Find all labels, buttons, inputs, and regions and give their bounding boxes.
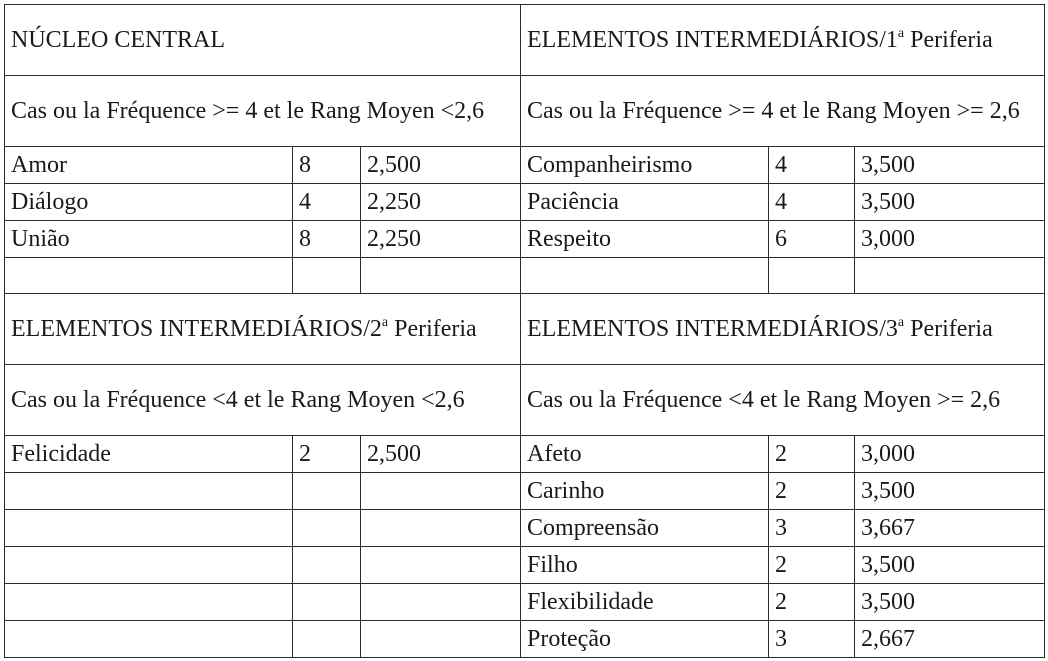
q2-term bbox=[521, 258, 769, 294]
q4-frequency: 2 bbox=[769, 436, 855, 473]
q4-frequency: 3 bbox=[769, 621, 855, 658]
q4-frequency: 2 bbox=[769, 473, 855, 510]
q1-rank: 2,250 bbox=[361, 184, 521, 221]
q4-term: Afeto bbox=[521, 436, 769, 473]
q1-rank: 2,250 bbox=[361, 221, 521, 258]
q2-frequency: 6 bbox=[769, 221, 855, 258]
table-row bbox=[5, 147, 1045, 184]
q2-rank bbox=[855, 258, 1045, 294]
q3-term bbox=[5, 584, 293, 621]
q4-rank: 2,667 bbox=[855, 621, 1045, 658]
q4-rank: 3,500 bbox=[855, 584, 1045, 621]
q1-term: União bbox=[5, 221, 293, 258]
q4-frequency: 3 bbox=[769, 510, 855, 547]
table-row bbox=[5, 584, 1045, 621]
q4-term: Compreensão bbox=[521, 510, 769, 547]
table-row bbox=[5, 258, 1045, 294]
q3-term bbox=[5, 473, 293, 510]
q2-rank: 3,500 bbox=[855, 147, 1045, 184]
q3-frequency: 2 bbox=[293, 436, 361, 473]
q1-frequency: 8 bbox=[293, 221, 361, 258]
q3-frequency bbox=[293, 547, 361, 584]
table-row bbox=[5, 436, 1045, 473]
q2-frequency: 4 bbox=[769, 184, 855, 221]
table-row bbox=[5, 184, 1045, 221]
q3-rank bbox=[361, 510, 521, 547]
q1-frequency bbox=[293, 258, 361, 294]
q3-frequency bbox=[293, 584, 361, 621]
q2-term: Paciência bbox=[521, 184, 769, 221]
q3-term: Felicidade bbox=[5, 436, 293, 473]
header-row-top bbox=[5, 5, 1045, 76]
q4-frequency: 2 bbox=[769, 547, 855, 584]
q3-rank bbox=[361, 621, 521, 658]
q4-term: Flexibilidade bbox=[521, 584, 769, 621]
q3-term bbox=[5, 621, 293, 658]
q1-frequency: 8 bbox=[293, 147, 361, 184]
q2-term: Companheirismo bbox=[521, 147, 769, 184]
table-row bbox=[5, 510, 1045, 547]
q1-criteria: Cas ou la Fréquence >= 4 et le Rang Moyen <2,6 bbox=[5, 76, 521, 147]
q3-rank bbox=[361, 547, 521, 584]
q3-term bbox=[5, 510, 293, 547]
q4-title: ELEMENTOS INTERMEDIÁRIOS/3$^a$ Periferia bbox=[521, 294, 1045, 365]
q4-rank: 3,500 bbox=[855, 473, 1045, 510]
table-row bbox=[5, 221, 1045, 258]
q1-rank: 2,500 bbox=[361, 147, 521, 184]
q3-frequency bbox=[293, 510, 361, 547]
q3-title: ELEMENTOS INTERMEDIÁRIOS/2$^a$ Periferia bbox=[5, 294, 521, 365]
q2-title: ELEMENTOS INTERMEDIÁRIOS/1$^a$ Periferia bbox=[521, 5, 1045, 76]
q1-term bbox=[5, 258, 293, 294]
criteria-row-top bbox=[5, 76, 1045, 147]
q4-rank: 3,500 bbox=[855, 547, 1045, 584]
q4-rank: 3,667 bbox=[855, 510, 1045, 547]
q4-term: Filho bbox=[521, 547, 769, 584]
table-row bbox=[5, 473, 1045, 510]
q2-frequency: 4 bbox=[769, 147, 855, 184]
table-row bbox=[5, 547, 1045, 584]
q3-frequency bbox=[293, 473, 361, 510]
q2-frequency bbox=[769, 258, 855, 294]
q3-term bbox=[5, 547, 293, 584]
q2-rank: 3,000 bbox=[855, 221, 1045, 258]
q1-term: Diálogo bbox=[5, 184, 293, 221]
q2-rank: 3,500 bbox=[855, 184, 1045, 221]
q2-criteria: Cas ou la Fréquence >= 4 et le Rang Moyen >= 2,6 bbox=[521, 76, 1045, 147]
q3-rank: 2,500 bbox=[361, 436, 521, 473]
q1-title: NÚCLEO CENTRAL bbox=[5, 5, 521, 76]
q3-rank bbox=[361, 473, 521, 510]
q1-rank bbox=[361, 258, 521, 294]
q3-frequency bbox=[293, 621, 361, 658]
four-quadrant-table bbox=[4, 4, 1045, 658]
q4-rank: 3,000 bbox=[855, 436, 1045, 473]
table-row bbox=[5, 621, 1045, 658]
q1-frequency: 4 bbox=[293, 184, 361, 221]
q2-term: Respeito bbox=[521, 221, 769, 258]
q3-rank bbox=[361, 584, 521, 621]
header-row-bottom bbox=[5, 294, 1045, 365]
q3-criteria: Cas ou la Fréquence <4 et le Rang Moyen <2,6 bbox=[5, 365, 521, 436]
q4-term: Carinho bbox=[521, 473, 769, 510]
q4-criteria: Cas ou la Fréquence <4 et le Rang Moyen >= 2,6 bbox=[521, 365, 1045, 436]
q4-term: Proteção bbox=[521, 621, 769, 658]
criteria-row-bottom bbox=[5, 365, 1045, 436]
q4-frequency: 2 bbox=[769, 584, 855, 621]
q1-term: Amor bbox=[5, 147, 293, 184]
